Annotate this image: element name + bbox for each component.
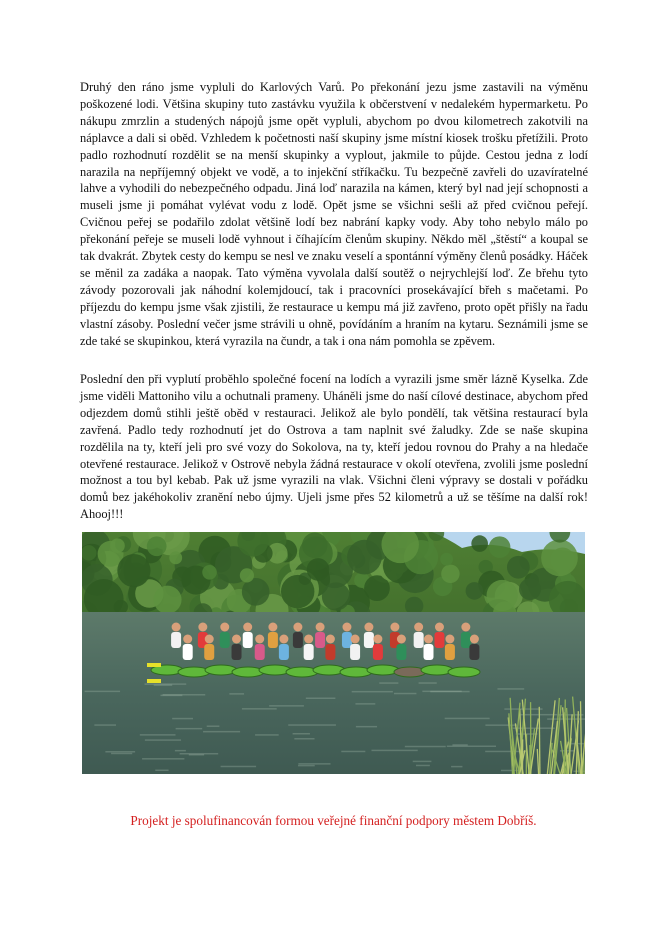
- person: [304, 635, 314, 661]
- water-ripple: [105, 751, 135, 753]
- tree-clump: [489, 536, 511, 558]
- water-ripple: [557, 714, 583, 716]
- paragraph-day-two: Druhý den ráno jsme vypluli do Karlových Varů. Po překonání jezu jsme zastavili na výměnu poškozené lodi. Většina skupiny tuto zastávku využila k občerstvení v nedalekém hypermarketu. Po nákupu zmrzlin a studených nápojů jsme opět vypluli, abychom po dvou kilometrech zakotvili na náplavce a dali si oběd. Vzhledem k početnosti naší skupiny jsme místní kiosek trošku přetížili. Proto padlo rozhodnutí rozdělit se na menší skupinky a vyplout, jakmile to půjde. Cestou jedna z lodí narazila na nepříjemný objekt ve vodě, a to injekční stříkačku. Tu bezpečně zavřeli do uzavíratelné lahve a vyhodili do nebezpečného odpadu. Jiná loď narazila na kámen, který byl nad její schopnosti a museli jsme ji pomáhat vylévat vodu z lodě. Opět jsme se všichni sešli až před cvičnou peřejí. Cvičnou peřej se podařilo zdolat většině lodí bez nabrání kapky vody. Aby toho nebylo málo po překonání peřeje se museli lodě vyhnout i číhajícím členům skupiny. Někdo měl „štěstí“ a koupal se tak dvakrát. Zbytek cesty do kempu se nesl ve znaku veselí a spontánní výměny členů posádky. Háček se měnil za zadáka a naopak. Tato výměna vyvolala další soutěž o nejrychlejší loď. Ze břehu tyto závody pozorovali jak náhodní kolemjdoucí, tak i pracovníci prosekávající břeh s mačetami. Po příjezdu do kempu jsme však zjistili, že restaurace u kempu má již zavřeno, proto opět přišly na řadu vlastní zásoby. Poslední večer jsme strávili u ohně, povídáním a hraním na kytaru. Seznámili jsme se zde také se skupinkou, která vyrazila na čundr, a tak i ona nám pomohla se zpěvem.: [80, 80, 588, 348]
- person: [373, 635, 383, 661]
- water-ripple: [445, 718, 490, 720]
- paragraph-last-day: Poslední den při vyplutí proběhlo společné focení na lodích a vyrazili jsme směr lázně Kyselka. Zde jsme viděli Mattoniho vilu a ochutnali prameny. Uháněli jsme do naší cílové destinace, abychom před odjezdem domů stihli ještě oběd v restauraci. Jelikož ale bylo pondělí, tak většina restaurací byla zavřená. Padlo tedy rozhodnutí jet do Ostrova a tam naplnit své žaludky. Zde se naše skupina rozdělila na ty, kteří jeli pro své vozy do Sokolova, na ty, kteří jedou rovnou do Prahy a na hledače otevřené restaurace. Jelikož v Ostrově nebyla žádná restaurace v okolí otevřena, zvolili jsme poslední možnost a tou byl kebab. Pak už jsme vyrazili na vlak. Všichni členi výpravy se dostali v pořádku domů bez jakéhokoliv zranění nebo újmy. Ujeli jsme přes 52 kilometrů a už se těšíme na další rok! Ahooj!!!: [80, 372, 588, 522]
- tree-clump: [519, 578, 541, 600]
- water-ripple: [94, 724, 116, 726]
- funding-note: Projekt je spolufinancován formou veřejné finanční podpory městem Dobříš.: [130, 813, 537, 828]
- person: [243, 623, 253, 649]
- water-ripple: [447, 746, 496, 748]
- person: [461, 623, 471, 649]
- tree-clump: [440, 553, 453, 566]
- tree-clump: [507, 556, 530, 579]
- person: [445, 635, 455, 661]
- water-ripple: [405, 746, 446, 748]
- tree-clump: [307, 558, 330, 581]
- person: [414, 623, 424, 649]
- water-ripple: [356, 726, 377, 728]
- tree-clump: [154, 586, 182, 614]
- tree-clump: [471, 535, 488, 552]
- water-ripple: [379, 682, 398, 684]
- water-ripple: [221, 766, 256, 768]
- person: [469, 635, 479, 661]
- water-ripple: [160, 695, 182, 697]
- tree-clump: [322, 582, 350, 610]
- water-ripple: [229, 693, 244, 695]
- water-ripple: [452, 744, 467, 746]
- water-ripple: [176, 728, 203, 730]
- tree-clump: [110, 538, 125, 553]
- paddle: [147, 663, 161, 667]
- water-ripple: [513, 727, 555, 729]
- person: [204, 635, 214, 661]
- water-ripple: [203, 731, 240, 733]
- person: [315, 623, 325, 649]
- person: [364, 623, 374, 649]
- person: [293, 623, 303, 649]
- reed: [539, 707, 540, 774]
- water-ripple: [298, 765, 315, 767]
- water-ripple: [140, 734, 176, 736]
- tree-clump: [240, 568, 254, 582]
- person: [423, 635, 433, 661]
- person: [232, 635, 242, 661]
- person: [342, 623, 352, 649]
- water-ripple: [155, 770, 168, 772]
- paddle: [147, 679, 161, 683]
- person: [268, 623, 278, 649]
- water-ripple: [242, 708, 277, 710]
- person: [325, 635, 335, 661]
- tree-clump: [441, 565, 459, 583]
- water-ripple: [371, 750, 417, 752]
- water-ripple: [419, 682, 437, 684]
- water-ripple: [501, 770, 518, 772]
- person: [183, 635, 193, 661]
- person: [434, 623, 444, 649]
- tree-clump: [117, 554, 150, 587]
- tree-clump: [466, 582, 484, 600]
- water-ripple: [255, 734, 279, 736]
- water-ripple: [293, 733, 310, 735]
- water-ripple: [269, 705, 304, 707]
- water-ripple: [416, 765, 430, 767]
- water-ripple: [298, 763, 330, 765]
- person: [396, 635, 406, 661]
- water-ripple: [497, 688, 524, 690]
- canoe: [448, 667, 480, 677]
- tree-clump: [202, 565, 217, 580]
- water-ripple: [413, 761, 432, 763]
- water-ripple: [142, 758, 184, 760]
- person: [220, 623, 230, 649]
- person: [279, 635, 289, 661]
- water-ripple: [145, 739, 181, 741]
- water-ripple: [430, 691, 469, 693]
- water-ripple: [111, 753, 132, 755]
- person: [255, 635, 265, 661]
- person: [350, 635, 360, 661]
- water-ripple: [306, 698, 336, 700]
- person: [171, 623, 181, 649]
- water-ripple: [154, 684, 173, 686]
- group-photo-canoes: [82, 532, 585, 774]
- tree-clump: [541, 539, 578, 576]
- tree-clump: [281, 575, 314, 608]
- water-ripple: [288, 724, 336, 726]
- water-ripple: [355, 703, 375, 705]
- water-ripple: [207, 725, 220, 727]
- tree-clump: [169, 551, 182, 564]
- water-ripple: [352, 691, 393, 693]
- water-ripple: [451, 766, 462, 768]
- water-ripple: [341, 751, 365, 753]
- water-ripple: [175, 750, 186, 752]
- tree-clump: [347, 540, 382, 575]
- water-ripple: [172, 718, 193, 720]
- water-ripple: [85, 691, 120, 693]
- water-ripple: [189, 754, 204, 756]
- water-ripple: [294, 738, 314, 740]
- water-ripple: [394, 693, 416, 695]
- tree-clump: [147, 536, 167, 556]
